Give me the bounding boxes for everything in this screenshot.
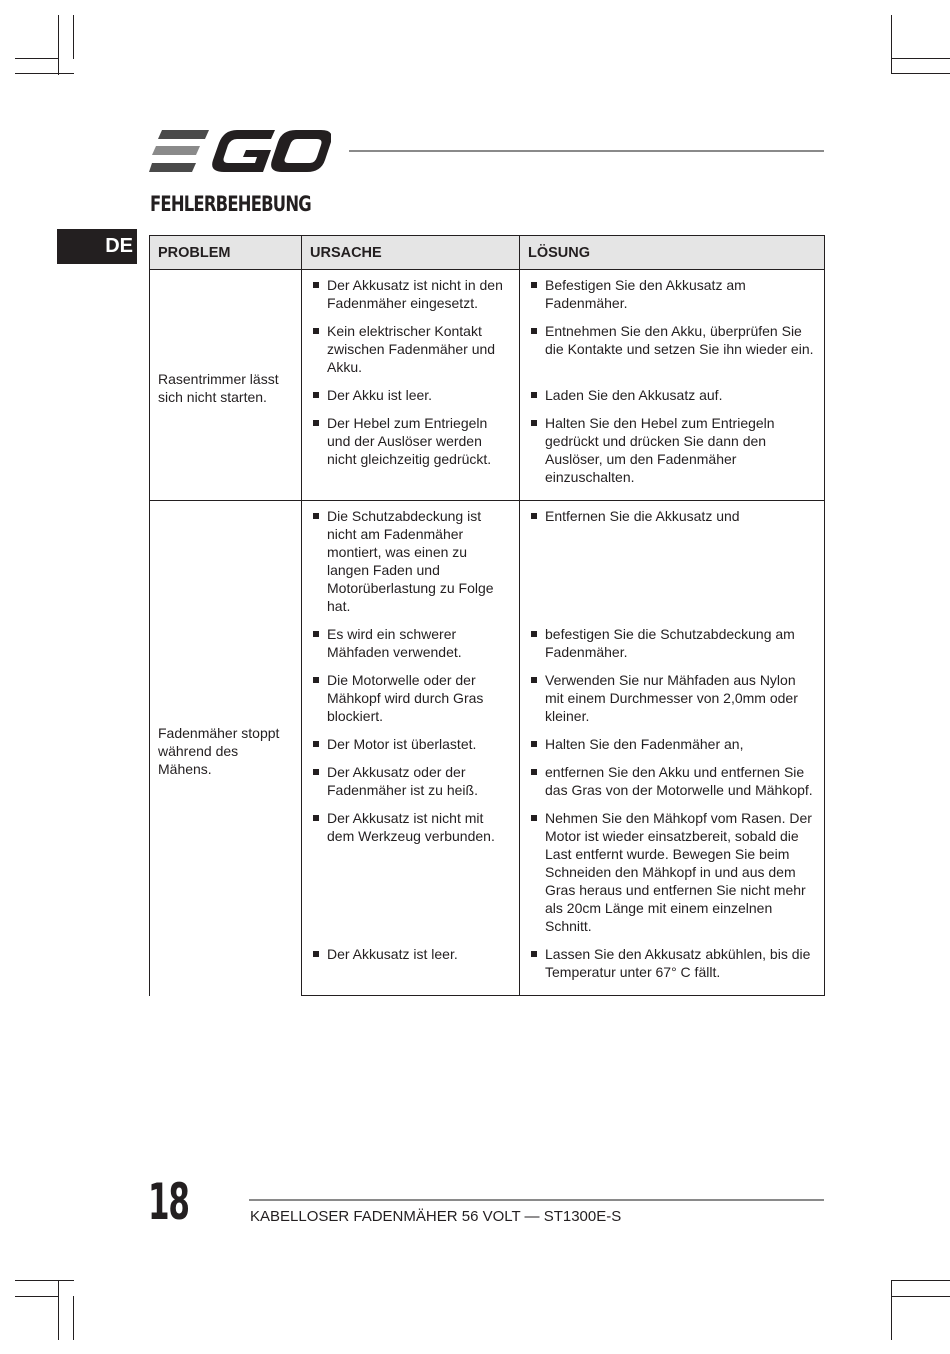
cause-cell bbox=[302, 322, 520, 386]
solution-cell bbox=[520, 386, 825, 414]
bullet-icon bbox=[531, 420, 537, 426]
bullet-icon bbox=[313, 282, 319, 288]
crop-mark bbox=[15, 1280, 74, 1281]
solution-bullet: Nehmen Sie den Mähkopf vom Rasen. Der Motor ist wieder einsatzbereit, sobald die Last entfernt wurde. Bewegen Sie beim Schneiden den Mähkopf in und aus dem Gras heraus und entfernen Sie nicht mehr als 20cm Länge mit einem einzelnen Schnitt. bbox=[520, 809, 824, 945]
cause-cell bbox=[302, 945, 520, 996]
cause-bullet: Der Motor ist überlastet. bbox=[302, 735, 519, 763]
column-header-problem: PROBLEM bbox=[150, 236, 302, 270]
solution-cell bbox=[520, 945, 825, 996]
cause-cell bbox=[302, 414, 520, 501]
crop-mark bbox=[73, 15, 74, 59]
bullet-icon bbox=[313, 815, 319, 821]
cause-cell bbox=[302, 735, 520, 763]
cause-bullet: Die Schutzabdeckung ist nicht am Fadenmäher montiert, was einen zu langen Faden und Motorüberlastung zu Folge hat. bbox=[302, 507, 519, 625]
bullet-icon bbox=[313, 328, 319, 334]
crop-mark bbox=[15, 58, 59, 59]
solution-bullet: Halten Sie den Fadenmäher an, bbox=[520, 735, 824, 763]
crop-mark bbox=[891, 58, 950, 59]
cause-cell bbox=[302, 501, 520, 626]
bullet-icon bbox=[531, 282, 537, 288]
table-row bbox=[150, 501, 825, 626]
cause-cell bbox=[302, 809, 520, 945]
header-rule bbox=[349, 150, 824, 152]
bullet-icon bbox=[531, 328, 537, 334]
column-header-solution: LÖSUNG bbox=[520, 236, 825, 270]
solution-bullet: Befestigen Sie den Akkusatz am Fadenmäher. bbox=[520, 276, 824, 322]
bullet-icon bbox=[531, 741, 537, 747]
problem-cell bbox=[150, 270, 302, 501]
cause-bullet: Der Akku ist leer. bbox=[302, 386, 519, 414]
troubleshooting-table bbox=[149, 235, 825, 996]
solution-cell bbox=[520, 414, 825, 501]
solution-bullet: Verwenden Sie nur Mähfaden aus Nylon mit einem Durchmesser von 2,0mm oder kleiner. bbox=[520, 671, 824, 735]
crop-mark bbox=[15, 1296, 59, 1297]
solution-cell bbox=[520, 763, 825, 809]
solution-bullet: Laden Sie den Akkusatz auf. bbox=[520, 386, 824, 414]
solution-cell bbox=[520, 735, 825, 763]
bullet-icon bbox=[531, 951, 537, 957]
solution-bullet: Halten Sie den Hebel zum Entriegeln gedrückt und drücken Sie dann den Auslöser, um den Fadenmäher einzuschalten. bbox=[520, 414, 824, 496]
cause-cell bbox=[302, 763, 520, 809]
crop-mark bbox=[891, 1280, 950, 1281]
cause-cell bbox=[302, 671, 520, 735]
bullet-icon bbox=[313, 392, 319, 398]
bullet-icon bbox=[313, 677, 319, 683]
cause-bullet: Der Akkusatz oder der Fadenmäher ist zu heiß. bbox=[302, 763, 519, 809]
cause-bullet: Der Akkusatz ist leer. bbox=[302, 945, 519, 973]
ego-logo bbox=[149, 130, 331, 172]
bullet-icon bbox=[313, 951, 319, 957]
cause-cell bbox=[302, 270, 520, 323]
bullet-icon bbox=[313, 631, 319, 637]
bullet-icon bbox=[531, 631, 537, 637]
solution-bullet: Lassen Sie den Akkusatz abkühlen, bis die Temperatur unter 67° C fällt. bbox=[520, 945, 824, 991]
table-row bbox=[150, 270, 825, 323]
bullet-icon bbox=[531, 815, 537, 821]
bullet-icon bbox=[531, 392, 537, 398]
solution-bullet: befestigen Sie die Schutzabdeckung am Fadenmäher. bbox=[520, 625, 824, 671]
bullet-icon bbox=[313, 741, 319, 747]
cause-cell bbox=[302, 386, 520, 414]
bullet-icon bbox=[531, 769, 537, 775]
solution-cell bbox=[520, 671, 825, 735]
bullet-icon bbox=[313, 420, 319, 426]
problem-text: Rasentrimmer lässt sich nicht starten. bbox=[158, 371, 279, 405]
section-title: FEHLERBEHEBUNG bbox=[150, 192, 311, 216]
footer-title: KABELLOSER FADENMÄHER 56 VOLT — ST1300E-S bbox=[250, 1208, 622, 1225]
solution-cell bbox=[520, 322, 825, 386]
cause-bullet: Der Akkusatz ist nicht mit dem Werkzeug verbunden. bbox=[302, 809, 519, 855]
language-tab: DE bbox=[57, 229, 137, 264]
cause-bullet: Die Motorwelle oder der Mähkopf wird durch Gras blockiert. bbox=[302, 671, 519, 735]
crop-mark bbox=[58, 15, 59, 75]
crop-mark bbox=[891, 1296, 950, 1297]
crop-mark bbox=[15, 73, 74, 74]
column-header-cause: URSACHE bbox=[302, 236, 520, 270]
crop-mark bbox=[891, 73, 950, 74]
cause-bullet: Kein elektrischer Kontakt zwischen Fadenmäher und Akku. bbox=[302, 322, 519, 386]
crop-mark bbox=[891, 1280, 892, 1340]
cause-bullet: Der Akkusatz ist nicht in den Fadenmäher eingesetzt. bbox=[302, 276, 519, 322]
cause-bullet: Der Hebel zum Entriegeln und der Auslöser werden nicht gleichzeitig gedrückt. bbox=[302, 414, 519, 478]
solution-cell bbox=[520, 809, 825, 945]
page-number: 18 bbox=[148, 1173, 189, 1231]
bullet-icon bbox=[313, 513, 319, 519]
crop-mark bbox=[58, 1280, 59, 1340]
crop-mark bbox=[73, 1296, 74, 1340]
solution-cell bbox=[520, 625, 825, 671]
crop-mark bbox=[891, 15, 892, 74]
footer-rule bbox=[249, 1199, 824, 1201]
solution-cell bbox=[520, 270, 825, 323]
problem-cell bbox=[150, 501, 302, 996]
bullet-icon bbox=[531, 513, 537, 519]
solution-cell bbox=[520, 501, 825, 626]
solution-bullet: entfernen Sie den Akku und entfernen Sie das Gras von der Motorwelle und Mähkopf. bbox=[520, 763, 824, 809]
problem-text: Fadenmäher stoppt während des Mähens. bbox=[158, 725, 280, 778]
cause-bullet: Es wird ein schwerer Mähfaden verwendet. bbox=[302, 625, 519, 671]
bullet-icon bbox=[313, 769, 319, 775]
solution-bullet: Entnehmen Sie den Akku, überprüfen Sie die Kontakte und setzen Sie ihn wieder ein. bbox=[520, 322, 824, 368]
table-header-row bbox=[150, 236, 825, 270]
bullet-icon bbox=[531, 677, 537, 683]
cause-cell bbox=[302, 625, 520, 671]
solution-bullet: Entfernen Sie die Akkusatz und bbox=[520, 507, 824, 535]
